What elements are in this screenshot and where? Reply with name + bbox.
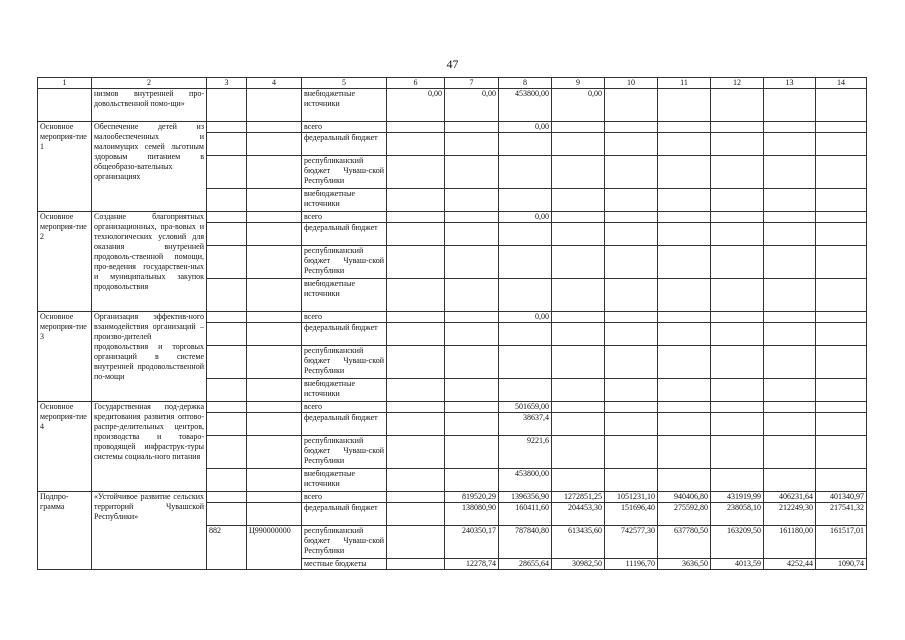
- value-cell: 0,00: [499, 122, 552, 133]
- funding-source: местные бюджеты: [302, 559, 387, 570]
- value-cell: [387, 469, 445, 492]
- value-cell: [816, 212, 867, 223]
- page-number: 47: [446, 57, 459, 71]
- value-cell: 613435,60: [552, 526, 605, 559]
- column-header: 3: [207, 78, 247, 89]
- value-cell: [445, 156, 499, 189]
- value-cell: [764, 246, 816, 279]
- value-cell: 217541,32: [816, 503, 867, 526]
- value-cell: 28655,64: [499, 559, 552, 570]
- value-cell: [499, 223, 552, 246]
- budget-table: [37, 77, 867, 570]
- value-cell: [764, 212, 816, 223]
- column-header: 8: [499, 78, 552, 89]
- value-cell: [552, 122, 605, 133]
- value-cell: [816, 133, 867, 156]
- grbs-code: [207, 469, 247, 492]
- value-cell: [387, 279, 445, 312]
- grbs-code: [207, 246, 247, 279]
- measure-label: Подпро-грамма: [38, 492, 92, 570]
- value-cell: [605, 133, 658, 156]
- value-cell: [711, 122, 764, 133]
- value-cell: [658, 312, 711, 323]
- measure-label: Основное мероприя-тие 3: [38, 312, 92, 402]
- value-cell: 1272851,25: [552, 492, 605, 503]
- value-cell: [552, 133, 605, 156]
- value-cell: 4013,59: [711, 559, 764, 570]
- csr-code: [247, 312, 302, 323]
- funding-source: внебюджетные источники: [302, 379, 387, 402]
- grbs-code: [207, 156, 247, 189]
- grbs-code: [207, 89, 247, 122]
- value-cell: [445, 312, 499, 323]
- value-cell: [764, 133, 816, 156]
- value-cell: [445, 246, 499, 279]
- value-cell: 742577,30: [605, 526, 658, 559]
- funding-source: республиканский бюджет Чуваш-ской Республики: [302, 156, 387, 189]
- value-cell: 0,00: [445, 89, 499, 122]
- csr-code: [247, 379, 302, 402]
- measure-label: [38, 89, 92, 122]
- value-cell: [658, 156, 711, 189]
- csr-code: [247, 133, 302, 156]
- column-header: 10: [605, 78, 658, 89]
- funding-source: внебюджетные источники: [302, 189, 387, 212]
- value-cell: [816, 469, 867, 492]
- value-cell: [387, 133, 445, 156]
- measure-label: Основное мероприя-тие 2: [38, 212, 92, 312]
- value-cell: 0,00: [552, 89, 605, 122]
- csr-code: [247, 492, 302, 503]
- value-cell: [552, 312, 605, 323]
- header-row: [38, 78, 867, 89]
- grbs-code: [207, 379, 247, 402]
- value-cell: [816, 379, 867, 402]
- value-cell: [764, 122, 816, 133]
- value-cell: [552, 246, 605, 279]
- value-cell: [764, 223, 816, 246]
- column-header: 11: [658, 78, 711, 89]
- value-cell: 238058,10: [711, 503, 764, 526]
- value-cell: 30982,50: [552, 559, 605, 570]
- value-cell: 940406,80: [658, 492, 711, 503]
- value-cell: [445, 346, 499, 379]
- value-cell: [605, 323, 658, 346]
- table-row: [38, 402, 867, 413]
- value-cell: [816, 122, 867, 133]
- value-cell: 0,00: [499, 212, 552, 223]
- value-cell: [387, 323, 445, 346]
- csr-code: [247, 413, 302, 436]
- value-cell: [445, 402, 499, 413]
- table-row: [38, 89, 867, 122]
- csr-code: [247, 189, 302, 212]
- funding-source: внебюджетные источники: [302, 469, 387, 492]
- value-cell: [658, 89, 711, 122]
- value-cell: [499, 156, 552, 189]
- csr-code: [247, 402, 302, 413]
- value-cell: [816, 223, 867, 246]
- value-cell: 1090,74: [816, 559, 867, 570]
- funding-source: федеральный бюджет: [302, 223, 387, 246]
- measure-name: «Устойчивое развитие сельских территорий Чувашской Республики»: [92, 492, 207, 570]
- value-cell: 0,00: [499, 312, 552, 323]
- funding-source: внебюджетные источники: [302, 89, 387, 122]
- value-cell: [764, 312, 816, 323]
- column-header: 7: [445, 78, 499, 89]
- value-cell: [387, 312, 445, 323]
- value-cell: [816, 346, 867, 379]
- value-cell: [764, 156, 816, 189]
- value-cell: [605, 279, 658, 312]
- table-row: [38, 122, 867, 133]
- grbs-code: [207, 492, 247, 503]
- column-header: 2: [92, 78, 207, 89]
- value-cell: [605, 469, 658, 492]
- csr-code: [247, 246, 302, 279]
- value-cell: 4252,44: [764, 559, 816, 570]
- measure-name: низмов внутренней про-довольственной помо-щи»: [92, 89, 207, 122]
- value-cell: [387, 559, 445, 570]
- value-cell: [816, 312, 867, 323]
- column-header: 14: [816, 78, 867, 89]
- grbs-code: [207, 413, 247, 436]
- value-cell: [711, 436, 764, 469]
- value-cell: [605, 223, 658, 246]
- value-cell: [816, 246, 867, 279]
- value-cell: [711, 156, 764, 189]
- value-cell: [445, 413, 499, 436]
- value-cell: [387, 346, 445, 379]
- value-cell: [711, 413, 764, 436]
- value-cell: [658, 346, 711, 379]
- table-row: [38, 212, 867, 223]
- column-header: 4: [247, 78, 302, 89]
- measure-label: Основное мероприя-тие 4: [38, 402, 92, 492]
- value-cell: [605, 212, 658, 223]
- value-cell: [764, 436, 816, 469]
- value-cell: [711, 402, 764, 413]
- value-cell: [764, 323, 816, 346]
- value-cell: 453800,00: [499, 469, 552, 492]
- value-cell: [552, 469, 605, 492]
- table-row: [38, 492, 867, 503]
- funding-source: всего: [302, 312, 387, 323]
- value-cell: [552, 436, 605, 469]
- value-cell: 160411,60: [499, 503, 552, 526]
- value-cell: [658, 223, 711, 246]
- funding-source: республиканский бюджет Чуваш-ской Республики: [302, 436, 387, 469]
- value-cell: 819520,29: [445, 492, 499, 503]
- value-cell: [552, 279, 605, 312]
- value-cell: 204453,30: [552, 503, 605, 526]
- csr-code: [247, 156, 302, 189]
- value-cell: [445, 133, 499, 156]
- value-cell: [711, 379, 764, 402]
- value-cell: [499, 346, 552, 379]
- value-cell: [711, 133, 764, 156]
- value-cell: 401340,97: [816, 492, 867, 503]
- value-cell: [445, 189, 499, 212]
- value-cell: 151696,40: [605, 503, 658, 526]
- value-cell: [816, 436, 867, 469]
- value-cell: [387, 402, 445, 413]
- value-cell: [605, 156, 658, 189]
- funding-source: федеральный бюджет: [302, 133, 387, 156]
- value-cell: [816, 413, 867, 436]
- value-cell: [658, 122, 711, 133]
- value-cell: [552, 223, 605, 246]
- value-cell: [552, 402, 605, 413]
- value-cell: [764, 379, 816, 402]
- csr-code: [247, 89, 302, 122]
- grbs-code: 882: [207, 526, 247, 570]
- grbs-code: [207, 323, 247, 346]
- csr-code: [247, 279, 302, 312]
- column-header: 13: [764, 78, 816, 89]
- value-cell: [605, 246, 658, 279]
- grbs-code: [207, 189, 247, 212]
- funding-source: всего: [302, 122, 387, 133]
- grbs-code: [207, 212, 247, 223]
- value-cell: [764, 279, 816, 312]
- value-cell: [711, 223, 764, 246]
- value-cell: [387, 156, 445, 189]
- value-cell: 453800,00: [499, 89, 552, 122]
- column-header: 9: [552, 78, 605, 89]
- value-cell: 1051231,10: [605, 492, 658, 503]
- csr-code: [247, 503, 302, 526]
- csr-code: [247, 469, 302, 492]
- value-cell: [816, 89, 867, 122]
- column-header: 5: [302, 78, 387, 89]
- value-cell: [658, 469, 711, 492]
- value-cell: [711, 279, 764, 312]
- csr-code: [247, 212, 302, 223]
- csr-code: [247, 346, 302, 379]
- grbs-code: [207, 436, 247, 469]
- funding-source: всего: [302, 212, 387, 223]
- value-cell: [499, 189, 552, 212]
- value-cell: [387, 223, 445, 246]
- value-cell: [499, 133, 552, 156]
- grbs-code: [207, 133, 247, 156]
- value-cell: [764, 189, 816, 212]
- value-cell: [387, 413, 445, 436]
- grbs-code: [207, 122, 247, 133]
- value-cell: [499, 246, 552, 279]
- funding-source: всего: [302, 402, 387, 413]
- value-cell: [711, 323, 764, 346]
- value-cell: [387, 503, 445, 526]
- value-cell: [658, 133, 711, 156]
- funding-source: всего: [302, 492, 387, 503]
- value-cell: [387, 492, 445, 503]
- value-cell: [605, 312, 658, 323]
- value-cell: [552, 413, 605, 436]
- value-cell: [387, 436, 445, 469]
- column-header: 12: [711, 78, 764, 89]
- value-cell: [764, 469, 816, 492]
- value-cell: [658, 246, 711, 279]
- grbs-code: [207, 503, 247, 526]
- csr-code: [247, 122, 302, 133]
- value-cell: [445, 469, 499, 492]
- value-cell: 240350,17: [445, 526, 499, 559]
- value-cell: [605, 122, 658, 133]
- value-cell: [552, 156, 605, 189]
- value-cell: [445, 223, 499, 246]
- value-cell: [387, 189, 445, 212]
- csr-code: Ц990000000: [247, 526, 302, 570]
- value-cell: 38637,4: [499, 413, 552, 436]
- grbs-code: [207, 279, 247, 312]
- value-cell: [445, 212, 499, 223]
- value-cell: [605, 436, 658, 469]
- value-cell: 161180,00: [764, 526, 816, 559]
- value-cell: [816, 156, 867, 189]
- measure-label: Основное мероприя-тие 1: [38, 122, 92, 212]
- measure-name: Государственная под-держка кредитования развития оптово-распре-делительных центров, производства и товаро-проводящей инфраструк-туры системы социаль-ного питания: [92, 402, 207, 492]
- value-cell: [658, 323, 711, 346]
- value-cell: 138080,90: [445, 503, 499, 526]
- value-cell: [764, 89, 816, 122]
- grbs-code: [207, 223, 247, 246]
- column-header: 6: [387, 78, 445, 89]
- measure-name: Создание благоприятных организационных, пра-вовых и технологических условий для оказания внутренней продоволь-ственной помощи, про-ведения государствен-ных и муниципальных закупок продовольствия: [92, 212, 207, 312]
- value-cell: [816, 279, 867, 312]
- value-cell: 637780,50: [658, 526, 711, 559]
- column-header: 1: [38, 78, 92, 89]
- funding-source: федеральный бюджет: [302, 503, 387, 526]
- value-cell: [764, 413, 816, 436]
- value-cell: [445, 323, 499, 346]
- value-cell: [387, 379, 445, 402]
- value-cell: [816, 323, 867, 346]
- value-cell: 12278,74: [445, 559, 499, 570]
- value-cell: [605, 402, 658, 413]
- value-cell: [445, 122, 499, 133]
- value-cell: [764, 346, 816, 379]
- value-cell: [816, 402, 867, 413]
- table-row: [38, 312, 867, 323]
- value-cell: [552, 212, 605, 223]
- value-cell: [711, 246, 764, 279]
- value-cell: [658, 212, 711, 223]
- value-cell: 275592,80: [658, 503, 711, 526]
- value-cell: [711, 469, 764, 492]
- funding-source: республиканский бюджет Чуваш-ской Республики: [302, 346, 387, 379]
- value-cell: [658, 279, 711, 312]
- value-cell: [658, 402, 711, 413]
- value-cell: 161517,01: [816, 526, 867, 559]
- value-cell: [445, 279, 499, 312]
- grbs-code: [207, 402, 247, 413]
- value-cell: [605, 379, 658, 402]
- value-cell: [658, 379, 711, 402]
- value-cell: 787840,80: [499, 526, 552, 559]
- value-cell: [711, 346, 764, 379]
- csr-code: [247, 436, 302, 469]
- value-cell: [499, 379, 552, 402]
- funding-source: внебюджетные источники: [302, 279, 387, 312]
- value-cell: [552, 189, 605, 212]
- value-cell: [764, 402, 816, 413]
- value-cell: 9221,6: [499, 436, 552, 469]
- measure-name: Организация эффектив-ного взаимодействия организаций – произво-дителей продовольствия и торговых организаций в системе внутренней продовольственной по-мощи: [92, 312, 207, 402]
- value-cell: [658, 189, 711, 212]
- csr-code: [247, 223, 302, 246]
- value-cell: 501659,00: [499, 402, 552, 413]
- csr-code: [247, 323, 302, 346]
- value-cell: [711, 89, 764, 122]
- value-cell: 11196,70: [605, 559, 658, 570]
- value-cell: 163209,50: [711, 526, 764, 559]
- value-cell: [499, 279, 552, 312]
- value-cell: [552, 323, 605, 346]
- value-cell: 3636,50: [658, 559, 711, 570]
- value-cell: [552, 379, 605, 402]
- funding-source: федеральный бюджет: [302, 413, 387, 436]
- measure-name: Обеспечение детей из малообеспеченных и малоимущих семей льготным здоровым питанием в общеобразо-вательных организациях: [92, 122, 207, 212]
- value-cell: [605, 89, 658, 122]
- funding-source: республиканский бюджет Чуваш-ской Республики: [302, 526, 387, 559]
- value-cell: [387, 122, 445, 133]
- value-cell: [658, 436, 711, 469]
- value-cell: [552, 346, 605, 379]
- value-cell: [711, 312, 764, 323]
- value-cell: [658, 413, 711, 436]
- value-cell: [605, 189, 658, 212]
- value-cell: 0,00: [387, 89, 445, 122]
- value-cell: [499, 323, 552, 346]
- value-cell: [387, 526, 445, 559]
- value-cell: [445, 436, 499, 469]
- value-cell: [605, 413, 658, 436]
- funding-source: республиканский бюджет Чуваш-ской Республики: [302, 246, 387, 279]
- value-cell: 1396356,90: [499, 492, 552, 503]
- value-cell: 406231,64: [764, 492, 816, 503]
- grbs-code: [207, 312, 247, 323]
- value-cell: [605, 346, 658, 379]
- value-cell: [816, 189, 867, 212]
- value-cell: [387, 246, 445, 279]
- value-cell: 212249,30: [764, 503, 816, 526]
- value-cell: 431919,99: [711, 492, 764, 503]
- funding-source: федеральный бюджет: [302, 323, 387, 346]
- grbs-code: [207, 346, 247, 379]
- value-cell: [711, 189, 764, 212]
- value-cell: [387, 212, 445, 223]
- value-cell: [445, 379, 499, 402]
- value-cell: [711, 212, 764, 223]
